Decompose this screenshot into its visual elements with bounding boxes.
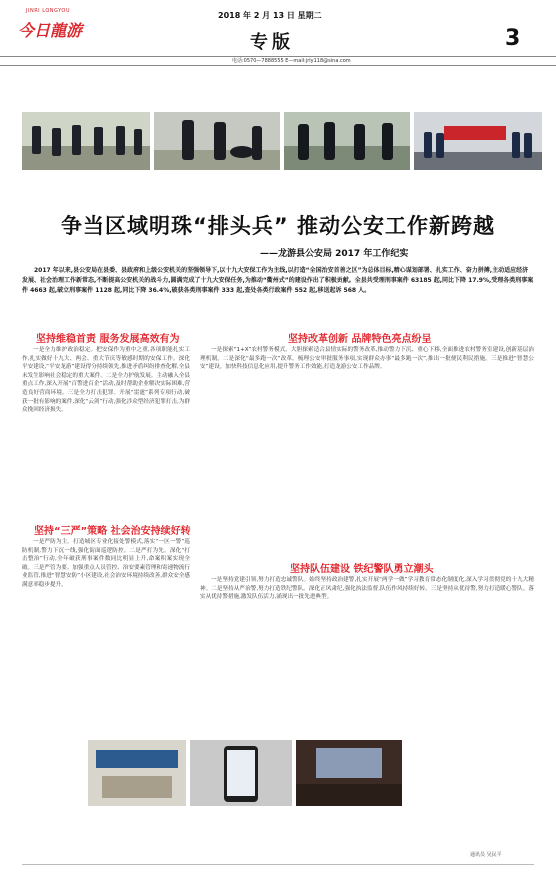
section-title-2: 坚持“三严”策略 社会治安持续好转 — [34, 526, 191, 537]
photo-credit: 通讯员 吴民平 — [470, 852, 502, 858]
section-text-4: 一是坚持党建引领,努力打造忠诚警队。始终坚持政治建警,扎实开展“两学一做”学习教育常态化制度化,深入学习贯彻党的十九大精神。二是坚持从严治警,努力打造铁纪警队。深化正风肃纪,强化执法监督,队伍作风持续好转。三是坚持从优待警,努力打造暖心警队。落实从优待警措施,激发队伍活力,涌现出一批先进典型。 — [200, 577, 534, 601]
issue-date: 2018 年 2 月 13 日 星期二 — [218, 11, 322, 20]
police-photo — [22, 112, 150, 170]
mobile-app-photo — [190, 740, 292, 806]
section-title-4: 坚持队伍建设 铁纪警队勇立潮头 — [290, 564, 434, 575]
subheadline: ——龙游县公安局 2017 年工作纪实 — [260, 249, 409, 259]
lead-paragraph: 2017 年以来,县公安局在县委、县政府和上级公安机关的坚强领导下,以十九大安保工作为主线,以打造“全国治安首善之区”为总体目标,精心谋划部署、扎实工作、奋力拼搏,主动适应经济发展、社会治理工作新常态,不断提高公安机关的战斗力,圆满完成了十九大安保任务,为推动“衢州式”的建设作出了积极贡献。全县共受理刑事案件 63185 起,同比下降 17.9%,受理各类刑事案件 4663 起,破立刑事案件 1128 起,同比下降 36.4%,破获各类刑事案件 333 起,查处各类行政案件 552 起,移送起诉 568 人。 — [22, 267, 534, 294]
office-photo — [88, 740, 186, 806]
footer-divider — [22, 864, 534, 865]
section-text-2: 一是严防为主。打造城区专业化接处警模式,落实“一区一警”巡防机制,警力下沉一线,强化街面巡逻防控。二是严打为先。深化“打击整治”行动,全年破获刑事案件数同比明显上升,命案积案实现全破。三是严管为要。加强重点人员管控、治安要素管理和寄递物流行业监管,推进“智慧安防”小区建设,社会治安环境持续改善,群众安全感满意率稳步提升。 — [22, 539, 190, 588]
section-text-1: 一是全力维护政治稳定。把安保作为重中之重,各项职能扎实工作,扎实做好十九大、两会、重大节庆等敏感时期的安保工作。深化平安建设,“平安龙游”建设得分持续领先,推进矛盾纠纷排查化解,全县未发生影响社会稳定的重大案件。二是全力护航发展。主动融入全县重点工作,深入开展“百警进百企”活动,及时帮助企业解决实际困难,营造良好营商环境。三是全力打击犯罪。开展“雷霆”系列专项行动,破获一批有影响的案件,深化“云剑”行动,强化涉众型经济犯罪打击,为群众挽回经济损失。 — [22, 347, 190, 414]
top-photo-strip — [22, 112, 542, 170]
dog-training-photo — [154, 112, 280, 170]
section-title-1: 坚持维稳首责 服务发展高效有为 — [36, 334, 180, 345]
patrol-photo — [284, 112, 410, 170]
headline: 争当区域明珠“排头兵” 推动公安工作新跨越 — [61, 214, 495, 238]
ceremony-photo — [414, 112, 542, 170]
masthead — [0, 0, 556, 60]
section-title-3: 坚持改革创新 品牌特色亮点纷呈 — [288, 334, 432, 345]
newspaper-logo: 今日龍游 — [18, 21, 83, 40]
contact-bar: 电话:0570—7888555 E—mail:jrly118@sina.com — [0, 56, 556, 66]
meeting-photo — [296, 740, 402, 806]
section-text-3: 一是探索“1+X”农村警务模式。大胆探索适合县情实际的警务改革,推动警力下沉、重心下移,全面推进农村警务室建设,创新基层治理机制。二是深化“最多跑一次”改革。梳理公安审批服务事项,实现群众办事“最多跑一次”,推出一批便民利民措施。三是推进“智慧公安”建设。加快科技信息化应用,提升警务工作效能,打造龙游公安工作品牌。 — [200, 347, 534, 371]
logo-en: JINRI LONGYOU — [26, 8, 71, 14]
section-name: 专版 — [250, 32, 294, 53]
page-number: 3 — [505, 26, 521, 51]
